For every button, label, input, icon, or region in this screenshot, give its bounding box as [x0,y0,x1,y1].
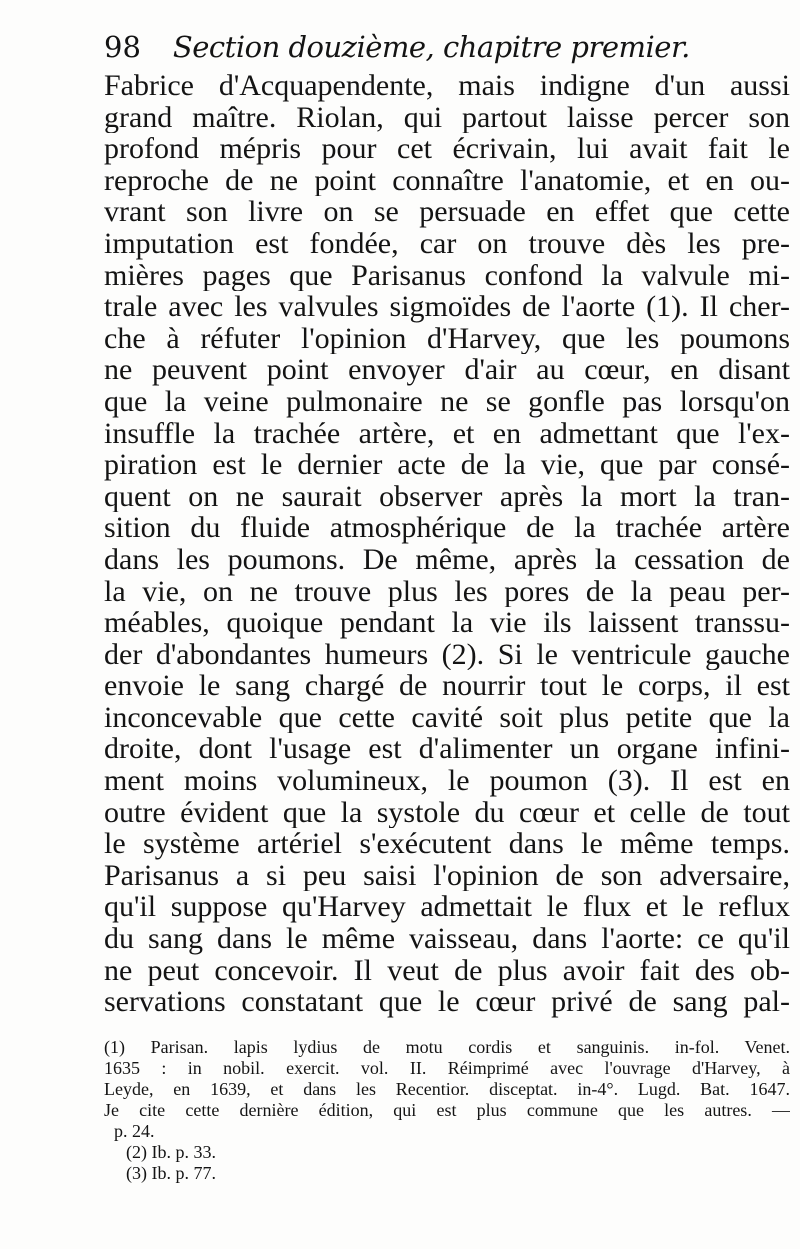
text-line: ne peut concevoir. Il veut de plus avoir fait des ob- [104,954,790,987]
text-line: Parisanus a si peu saisi l'opinion de son adversaire, [104,859,790,892]
footnote-line: (3) Ib. p. 77. [126,1163,216,1183]
text-line: reproche de ne point connaître l'anatomie, et en ou- [104,164,790,197]
text-line: ne peuvent point envoyer d'air au cœur, en disant [104,354,790,386]
text-line: piration est le dernier acte de la vie, que par consé- [104,449,790,481]
text-line: envoie le sang chargé de nourrir tout le corps, il est [104,670,790,702]
text-line: der d'abondantes humeurs (2). Si le ventricule gauche [104,638,790,671]
body-text [104,70,790,1018]
text-line: profond mépris pour cet écrivain, lui avait fait le [104,133,790,165]
page-header [104,30,696,72]
footnotes [104,1037,790,1184]
text-line: imputation est fondée, car on trouve dès les pre- [104,227,790,260]
text-line: que la veine pulmonaire ne se gonfle pas lorsqu'on [104,385,790,418]
text-line: dans les poumons. De même, après la cessation de [104,543,790,576]
text-line: outre évident que la systole du cœur et celle de tout [104,796,790,829]
footnote-line: p. 24. [114,1121,155,1141]
footnote-line: (1) Parisan. lapis lydius de motu cordis et sanguinis. in-fol. Venet. [104,1037,790,1057]
footnote-line: 1635 : in nobil. exercit. vol. II. Réimprimé avec l'ouvrage d'Harvey, à [104,1058,790,1078]
footnote-line: Leyde, en 1639, et dans les Recentior. disceptat. in-4°. Lugd. Bat. 1647. [104,1079,790,1099]
text-line: qu'il suppose qu'Harvey admettait le flux et le reflux [104,891,790,924]
text-line: le système artériel s'exécutent dans le même temps. [104,828,790,860]
text-line: insuffle la trachée artère, et en admettant que l'ex- [104,417,790,450]
running-title: Section douzième, chapitre premier. [172,30,690,64]
text-line: servations constatant que le cœur privé de sang pal- [104,986,790,1018]
text-line: mières pages que Parisanus confond la valvule mi- [104,259,790,292]
text-line: droite, dont l'usage est d'alimenter un organe infini- [104,733,790,766]
text-line: la vie, on ne trouve plus les pores de la peau per- [104,575,790,608]
text-line: che à réfuter l'opinion d'Harvey, que les poumons [104,322,790,355]
text-line: trale avec les valvules sigmoïdes de l'aorte (1). Il cher- [104,291,790,323]
footnote-line: (2) Ib. p. 33. [126,1142,216,1162]
text-line: quent on ne saurait observer après la mort la tran- [104,480,790,513]
text-line: méables, quoique pendant la vie ils laissent transsu- [104,607,790,639]
text-line: inconcevable que cette cavité soit plus petite que la [104,701,790,734]
text-line: grand maître. Riolan, qui partout laisse percer son [104,101,790,134]
text-line: ment moins volumineux, le poumon (3). Il est en [104,765,790,797]
text-line: sition du fluide atmosphérique de la trachée artère [104,512,790,544]
text-line: du sang dans le même vaisseau, dans l'aorte: ce qu'il [104,923,790,955]
footnote-line: Je cite cette dernière édition, qui est plus commune que les autres. — [104,1100,790,1120]
text-line: Fabrice d'Acquapendente, mais indigne d'un aussi [104,70,790,102]
text-line: vrant son livre on se persuade en effet que cette [104,196,790,228]
page-number: 98 [104,30,141,64]
